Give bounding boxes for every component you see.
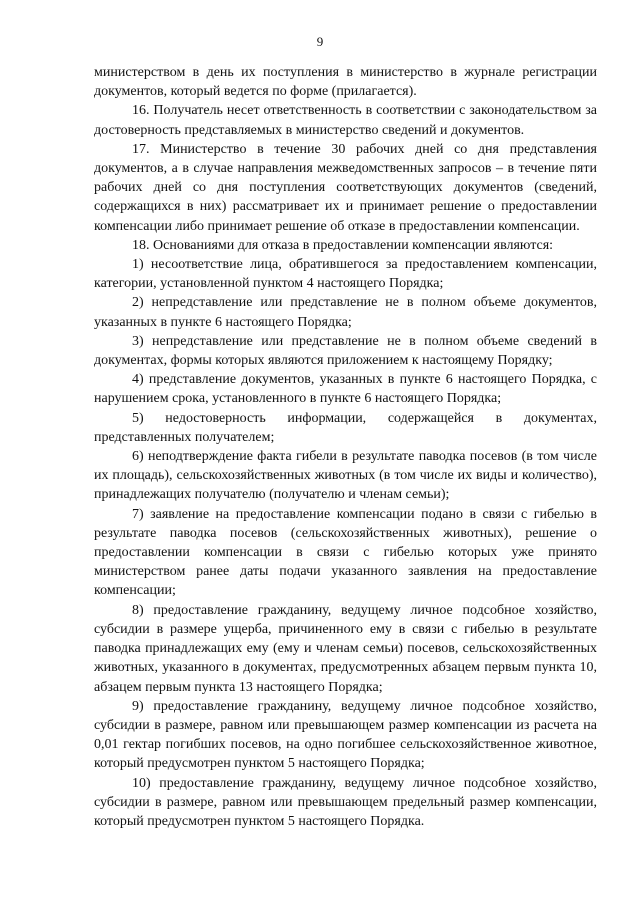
list-item-1: 1) несоответствие лица, обратившегося за предоставлением компенсации, категории, установленной пунктом 4 настоящего Порядка;: [94, 257, 597, 292]
paragraph-continuation: министерством в день их поступления в министерство в журнале регистрации документов, который ведется по форме (прилагается).: [94, 65, 597, 100]
page-number: 9: [316, 34, 324, 49]
paragraph-item-17: 17. Министерство в течение 30 рабочих дней со дня представления документов, а в случае направления межведомственных запросов – в течение пяти рабочих дней со дня поступления соответствующих документов (сведений, содержащихся в них) рассматривает их и принимает решение о предоставлении компенсации либо принимает решение об отказе в предоставлении компенсации.: [94, 141, 597, 234]
list-item-7: 7) заявление на предоставление компенсации подано в связи с гибелью в результате паводка посевов (сельскохозяйственных животных), решение о предоставлении компенсации в связи с гибелью которых уже принято министерством ранее даты подачи указанного заявления на предоставление компенсации;: [94, 506, 597, 599]
list-item-6: 6) неподтверждение факта гибели в результате паводка посевов (в том числе их площадь), сельскохозяйственных животных (в том числе их виды и количество), принадлежащих получателю (получателю и членам семьи);: [94, 449, 597, 503]
list-item-9: 9) предоставление гражданину, ведущему личное подсобное хозяйство, субсидии в размере, равном или превышающем размер компенсации из расчета на 0,01 гектар погибших посевов, на одно погибшее сельскохозяйственное животное, который предусмотрен пунктом 5 настоящего Порядка;: [94, 698, 597, 772]
list-item-2: 2) непредставление или представление не в полном объеме документов, указанных в пункте 6 настоящего Порядка;: [94, 295, 597, 330]
list-item-10: 10) предоставление гражданину, ведущему личное подсобное хозяйство, субсидии в размере, равном или превышающем предельный размер компенсации, который предусмотрен пунктом 5 настоящего Порядка.: [94, 775, 597, 829]
list-item-4: 4) представление документов, указанных в пункте 6 настоящего Порядка, с нарушением срока, установленного в пункте 6 настоящего Порядка;: [94, 372, 597, 407]
list-item-8: 8) предоставление гражданину, ведущему личное подсобное хозяйство, субсидии в размере ущерба, причиненного ему в связи с гибелью в результате паводка принадлежащих ему (ему и членам семьи) посевов, сельскохозяйственных животных, указанного в документах, предусмотренных абзацем первым пункта 10, абзацем первым пункта 13 настоящего Порядка;: [94, 602, 597, 695]
list-item-5: 5) недостоверность информации, содержащейся в документах, представленных получателем;: [94, 410, 597, 445]
paragraph-item-16: 16. Получатель несет ответственность в соответствии с законодательством за достоверность представляемых в министерство сведений и документов.: [94, 103, 597, 138]
paragraph-item-18: 18. Основаниями для отказа в предоставлении компенсации являются:: [132, 237, 554, 253]
list-item-3: 3) непредставление или представление не в полном объеме сведений в документах, формы которых являются приложением к настоящему Порядку;: [94, 333, 597, 369]
document-body: [94, 63, 597, 831]
